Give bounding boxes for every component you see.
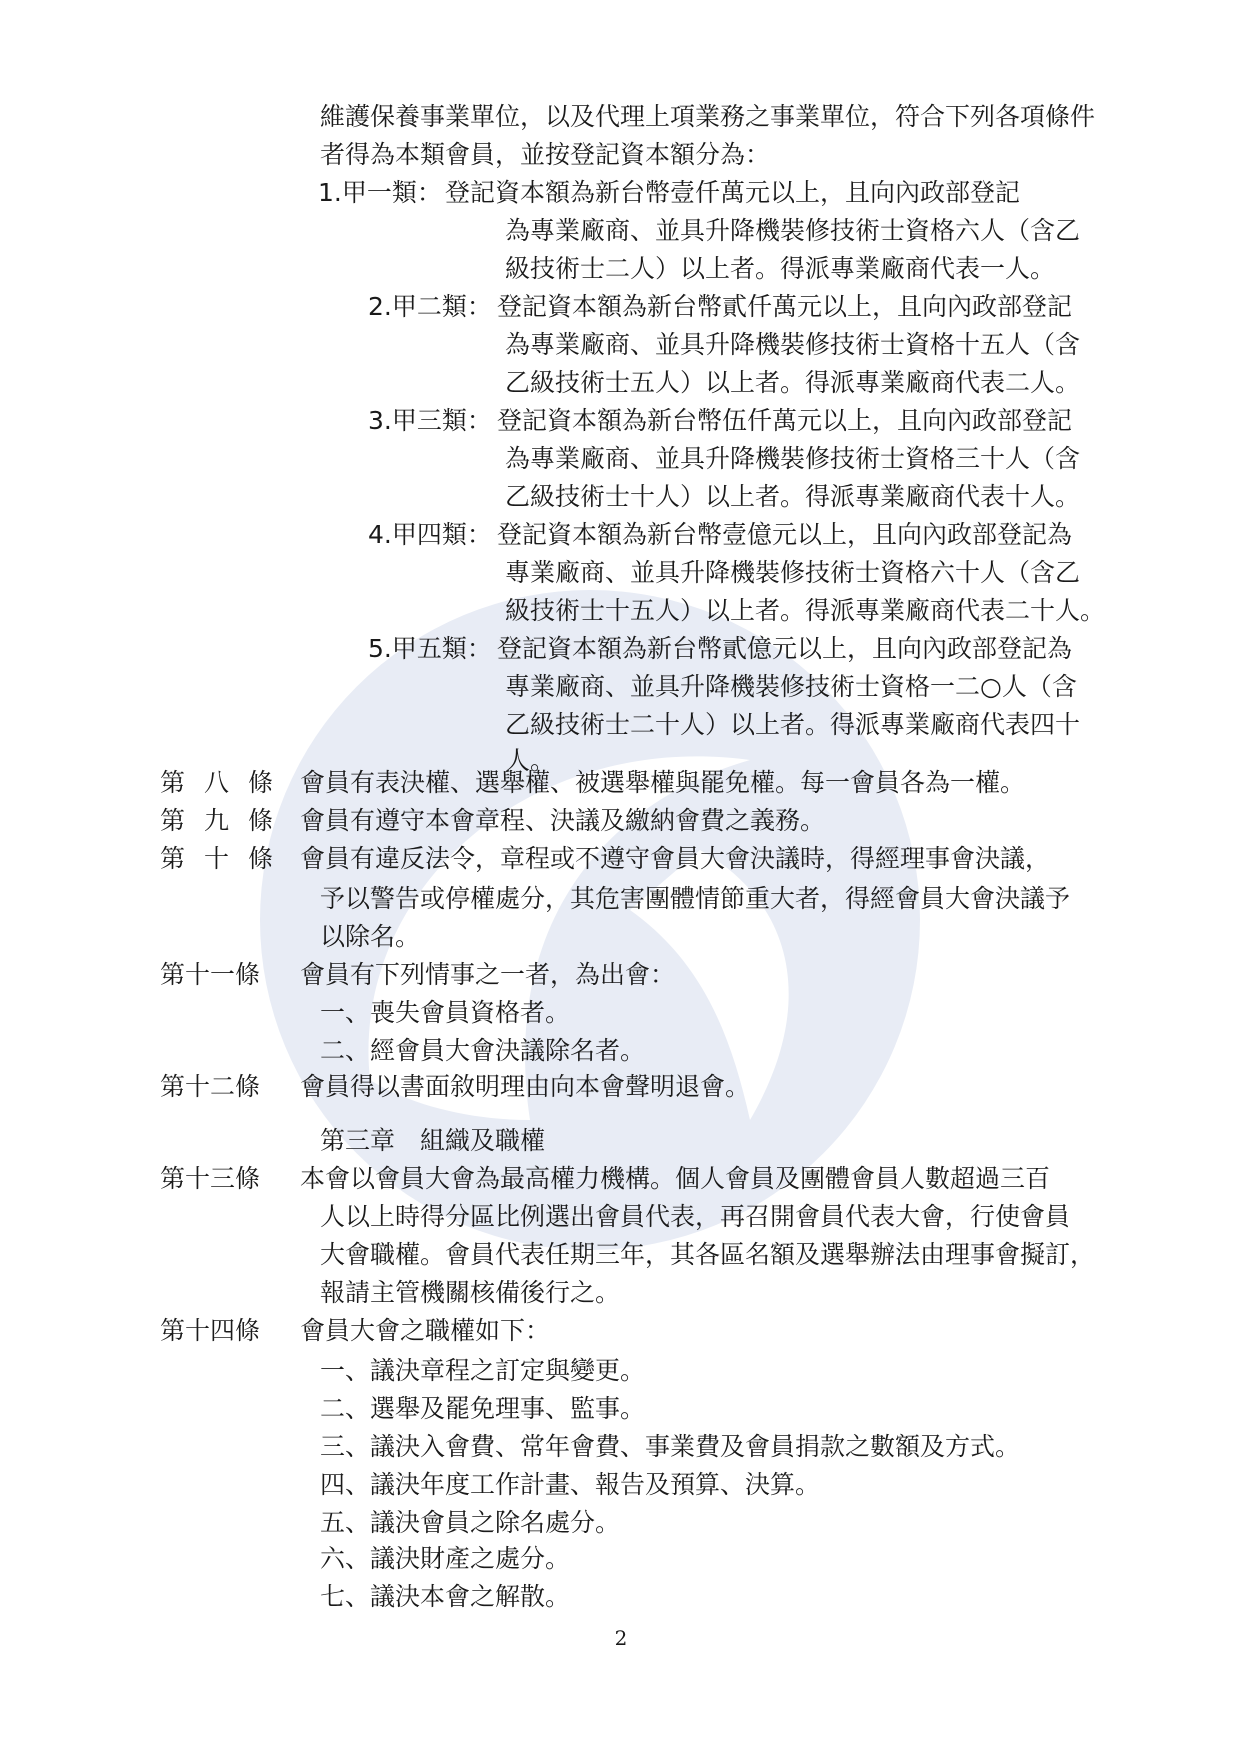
- article-text: 會員得以書面敘明理由向本會聲明退會。: [300, 1072, 751, 1101]
- category-line: 登記資本額為新台幣貳億元以上，且向內政部登記為: [497, 634, 1073, 663]
- article-label: 第 十 條: [160, 844, 274, 873]
- category-line: 級技術士二人）以上者。得派專業廠商代表一人。: [505, 254, 1056, 283]
- category-number: 1.甲一類：: [318, 178, 442, 207]
- category-number: 3.甲三類：: [368, 406, 492, 435]
- list-item: 二、經會員大會決議除名者。: [320, 1036, 646, 1065]
- list-item: 五、議決會員之除名處分。: [320, 1508, 621, 1537]
- article-label: 第十二條: [160, 1072, 261, 1101]
- category-line: 為專業廠商、並具升降機裝修技術士資格三十人（含: [505, 444, 1081, 473]
- category-line: 為專業廠商、並具升降機裝修技術士資格十五人（含: [505, 330, 1081, 359]
- list-item: 三、議決入會費、常年會費、事業費及會員捐款之數額及方式。: [320, 1432, 1021, 1461]
- intro-line: 者得為本類會員，並按登記資本額分為：: [320, 140, 771, 169]
- article-text: 本會以會員大會為最高權力機構。個人會員及團體會員人數超過三百: [300, 1164, 1051, 1193]
- list-item: 六、議決財產之處分。: [320, 1544, 571, 1573]
- list-item: 七、議決本會之解散。: [320, 1582, 571, 1611]
- article-label: 第十一條: [160, 960, 261, 989]
- category-line: 人。: [505, 746, 556, 775]
- article-label: 第十三條: [160, 1164, 261, 1193]
- category-line: 登記資本額為新台幣壹仟萬元以上，且向內政部登記: [445, 178, 1021, 207]
- category-number: 4.甲四類：: [368, 520, 492, 549]
- category-line: 乙級技術士二十人）以上者。得派專業廠商代表四十: [505, 710, 1081, 739]
- category-line: 登記資本額為新台幣伍仟萬元以上，且向內政部登記: [497, 406, 1073, 435]
- category-line: 專業廠商、並具升降機裝修技術士資格六十人（含乙: [505, 558, 1081, 587]
- category-line: 為專業廠商、並具升降機裝修技術士資格六人（含乙: [505, 216, 1081, 245]
- list-item: 四、議決年度工作計畫、報告及預算、決算。: [320, 1470, 821, 1499]
- category-line: 專業廠商、並具升降機裝修技術士資格一二○人（含: [505, 672, 1077, 701]
- article-label: 第 八 條: [160, 768, 274, 797]
- category-number: 2.甲二類：: [368, 292, 492, 321]
- article-text: 會員有違反法令，章程或不遵守會員大會決議時，得經理事會決議，: [300, 844, 1051, 873]
- list-item: 一、喪失會員資格者。: [320, 998, 571, 1027]
- article-label: 第 九 條: [160, 806, 274, 835]
- category-line: 乙級技術士十人）以上者。得派專業廠商代表十人。: [505, 482, 1081, 511]
- article-text-cont: 報請主管機關核備後行之。: [320, 1278, 621, 1307]
- article-text: 會員有遵守本會章程、決議及繳納會費之義務。: [300, 806, 826, 835]
- article-text-cont: 以除名。: [320, 922, 421, 951]
- intro-line: 維護保養事業單位，以及代理上項業務之事業單位，符合下列各項條件: [320, 102, 1096, 131]
- article-label: 第十四條: [160, 1316, 261, 1345]
- category-line: 級技術士十五人）以上者。得派專業廠商代表二十人。: [505, 596, 1106, 625]
- list-item: 二、選舉及罷免理事、監事。: [320, 1394, 646, 1423]
- article-text-cont: 大會職權。會員代表任期三年，其各區名額及選舉辦法由理事會擬訂，: [320, 1240, 1096, 1269]
- article-text-cont: 人以上時得分區比例選出會員代表，再召開會員代表大會，行使會員: [320, 1202, 1071, 1231]
- category-number: 5.甲五類：: [368, 634, 492, 663]
- article-text-cont: 予以警告或停權處分，其危害團體情節重大者，得經會員大會決議予: [320, 884, 1071, 913]
- chapter-heading: 第三章 組織及職權: [320, 1126, 546, 1155]
- article-text: 會員有下列情事之一者，為出會：: [300, 960, 676, 989]
- article-text: 會員有表決權、選舉權、被選舉權與罷免權。每一會員各為一權。: [300, 768, 1026, 797]
- category-line: 登記資本額為新台幣貳仟萬元以上，且向內政部登記: [497, 292, 1073, 321]
- article-text: 會員大會之職權如下：: [300, 1316, 551, 1345]
- list-item: 一、議決章程之訂定與變更。: [320, 1356, 646, 1385]
- category-line: 登記資本額為新台幣壹億元以上，且向內政部登記為: [497, 520, 1073, 549]
- category-line: 乙級技術士五人）以上者。得派專業廠商代表二人。: [505, 368, 1081, 397]
- page-number: 2: [614, 1626, 628, 1650]
